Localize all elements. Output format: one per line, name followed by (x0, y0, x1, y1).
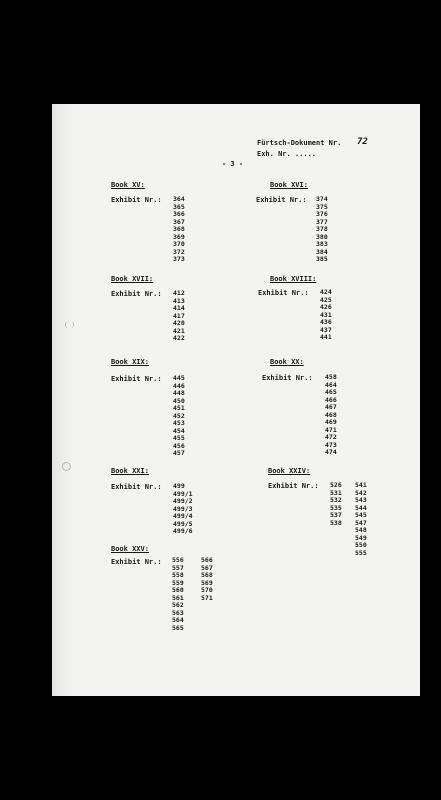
exhibit-number: 563 (172, 608, 184, 617)
exhibit-number: 569 (201, 578, 213, 587)
punch-hole (62, 462, 71, 471)
exhibit-number: 422 (173, 334, 185, 342)
exhibit-number: 451 (173, 404, 185, 412)
exhibit-number: 426 (320, 303, 332, 311)
book-title: Book XV: (111, 181, 145, 189)
exhibit-number: 466 (325, 395, 337, 404)
exhibit-number: 457 (173, 449, 185, 457)
exhibit-number: 561 (172, 593, 184, 602)
exhibit-number: 571 (201, 593, 213, 602)
exhibit-number: 450 (173, 396, 185, 405)
exhibit-number: 499/1 (173, 489, 193, 498)
exhibit-numbers (173, 483, 193, 536)
exhibit-number: 538 (330, 518, 342, 527)
exhibit-number: 532 (330, 496, 342, 504)
exhibit-numbers (173, 196, 185, 264)
exhibit-number: 537 (330, 511, 342, 519)
exhibit-number: 384 (316, 247, 328, 256)
exhibit-number: 560 (172, 586, 184, 594)
exhibit-number: 368 (173, 225, 185, 233)
exhibit-label: Exhibit Nr.: (258, 289, 309, 297)
exhibit-label: Exhibit Nr.: (111, 375, 162, 383)
exhibit-number: 565 (172, 623, 184, 632)
exhibit-number: 465 (325, 388, 337, 396)
exhibit-number: 431 (320, 310, 332, 319)
exhibit-number: 558 (172, 571, 184, 579)
exhibit-number: 499/5 (173, 519, 193, 528)
book-title: Book XX: (270, 358, 304, 366)
exhibit-number: 541 (355, 481, 367, 489)
exhibit-numbers (325, 374, 337, 457)
exhibit-number: 455 (173, 434, 185, 442)
exhibit-number: 412 (173, 289, 185, 297)
exhibit-label: Exhibit Nr.: (262, 374, 313, 382)
exhibit-number: 499/4 (173, 512, 193, 520)
exhibit-number: 366 (173, 210, 185, 218)
exhibit-number: 421 (173, 326, 185, 335)
exhibit-number-label: Exh. Nr. ..... (257, 150, 317, 158)
exhibit-numbers (316, 196, 328, 264)
exhibit-number: 441 (320, 333, 332, 341)
exhibit-number: 555 (355, 548, 367, 557)
exhibit-number: 499/2 (173, 497, 193, 505)
exhibit-number: 556 (172, 556, 184, 564)
exhibit-number: 446 (173, 381, 185, 390)
margin-mark: ( ) (64, 322, 75, 329)
exhibit-number: 531 (330, 488, 342, 497)
exhibit-number: 567 (201, 563, 213, 572)
page-marker: - 3 - (222, 160, 244, 168)
exhibit-number: 544 (355, 503, 367, 512)
exhibit-number: 369 (173, 232, 185, 241)
exhibit-number: 364 (173, 195, 185, 203)
book-title: Book XVIII: (270, 275, 317, 283)
exhibit-label: Exhibit Nr.: (111, 196, 162, 204)
exhibit-number: 570 (201, 586, 213, 594)
exhibit-numbers (173, 290, 185, 343)
exhibit-number: 550 (355, 541, 367, 549)
exhibit-number: 378 (316, 225, 328, 233)
exhibit-number: 413 (173, 296, 185, 305)
exhibit-number: 370 (173, 240, 185, 248)
exhibit-number: 568 (201, 571, 213, 579)
exhibit-number: 372 (173, 247, 185, 256)
exhibit-number: 566 (201, 556, 213, 564)
exhibit-number: 436 (320, 318, 332, 326)
exhibit-number: 467 (325, 403, 337, 411)
exhibit-label: Exhibit Nr.: (111, 290, 162, 298)
exhibit-number: 375 (316, 202, 328, 211)
exhibit-number: 458 (325, 373, 337, 381)
exhibit-number: 557 (172, 563, 184, 572)
exhibit-numbers-second-column (355, 482, 367, 557)
book-title: Book XVI: (270, 181, 308, 189)
exhibit-number: 452 (173, 411, 185, 420)
exhibit-number: 548 (355, 526, 367, 534)
exhibit-number: 559 (172, 578, 184, 587)
exhibit-number: 385 (316, 255, 328, 263)
exhibit-number: 374 (316, 195, 328, 203)
exhibit-number: 425 (320, 295, 332, 304)
page-edge-shadow (52, 104, 72, 696)
exhibit-number: 437 (320, 325, 332, 334)
document-page (52, 104, 420, 696)
exhibit-number: 535 (330, 503, 342, 512)
exhibit-number: 471 (325, 425, 337, 434)
exhibit-numbers (320, 289, 332, 342)
exhibit-number: 377 (316, 217, 328, 226)
exhibit-number: 526 (330, 481, 342, 489)
exhibit-numbers (172, 557, 184, 632)
exhibit-number: 549 (355, 533, 367, 542)
exhibit-number: 453 (173, 419, 185, 427)
exhibit-number: 468 (325, 410, 337, 419)
exhibit-number: 469 (325, 418, 337, 426)
exhibit-numbers (330, 482, 342, 527)
exhibit-number: 448 (173, 389, 185, 397)
exhibit-number: 545 (355, 511, 367, 519)
exhibit-number: 542 (355, 488, 367, 497)
exhibit-number: 499 (173, 482, 185, 490)
exhibit-number: 547 (355, 518, 367, 527)
book-title: Book XXV: (111, 545, 149, 553)
exhibit-label: Exhibit Nr.: (256, 196, 307, 204)
exhibit-number: 445 (173, 374, 185, 382)
exhibit-number: 464 (325, 380, 337, 389)
document-number-value: 72 (357, 137, 368, 147)
exhibit-number: 474 (325, 448, 337, 456)
exhibit-number: 564 (172, 616, 184, 624)
exhibit-number: 424 (320, 288, 332, 296)
exhibit-number: 499/3 (173, 504, 193, 513)
document-number-label: Fürtsch-Dokument Nr. (257, 139, 342, 147)
exhibit-number: 499/6 (173, 527, 193, 535)
exhibit-numbers-second-column (201, 557, 213, 602)
exhibit-number: 383 (316, 240, 328, 248)
exhibit-number: 414 (173, 304, 185, 312)
exhibit-label: Exhibit Nr.: (111, 483, 162, 491)
exhibit-number: 365 (173, 202, 185, 211)
exhibit-number: 373 (173, 255, 185, 263)
book-title: Book XVII: (111, 275, 154, 283)
exhibit-number: 456 (173, 441, 185, 450)
exhibit-number: 417 (173, 311, 185, 320)
exhibit-number: 562 (172, 601, 184, 609)
exhibit-number: 376 (316, 210, 328, 218)
exhibit-number: 454 (173, 426, 185, 435)
exhibit-number: 380 (316, 232, 328, 241)
book-title: Book XIX: (111, 358, 149, 366)
exhibit-number: 367 (173, 217, 185, 226)
exhibit-number: 420 (173, 319, 185, 327)
exhibit-number: 472 (325, 433, 337, 441)
exhibit-number: 543 (355, 496, 367, 504)
exhibit-label: Exhibit Nr.: (111, 558, 162, 566)
book-title: Book XXI: (111, 467, 149, 475)
book-title: Book XXIV: (268, 467, 311, 475)
exhibit-number: 473 (325, 440, 337, 449)
exhibit-label: Exhibit Nr.: (268, 482, 319, 490)
exhibit-numbers (173, 375, 185, 458)
